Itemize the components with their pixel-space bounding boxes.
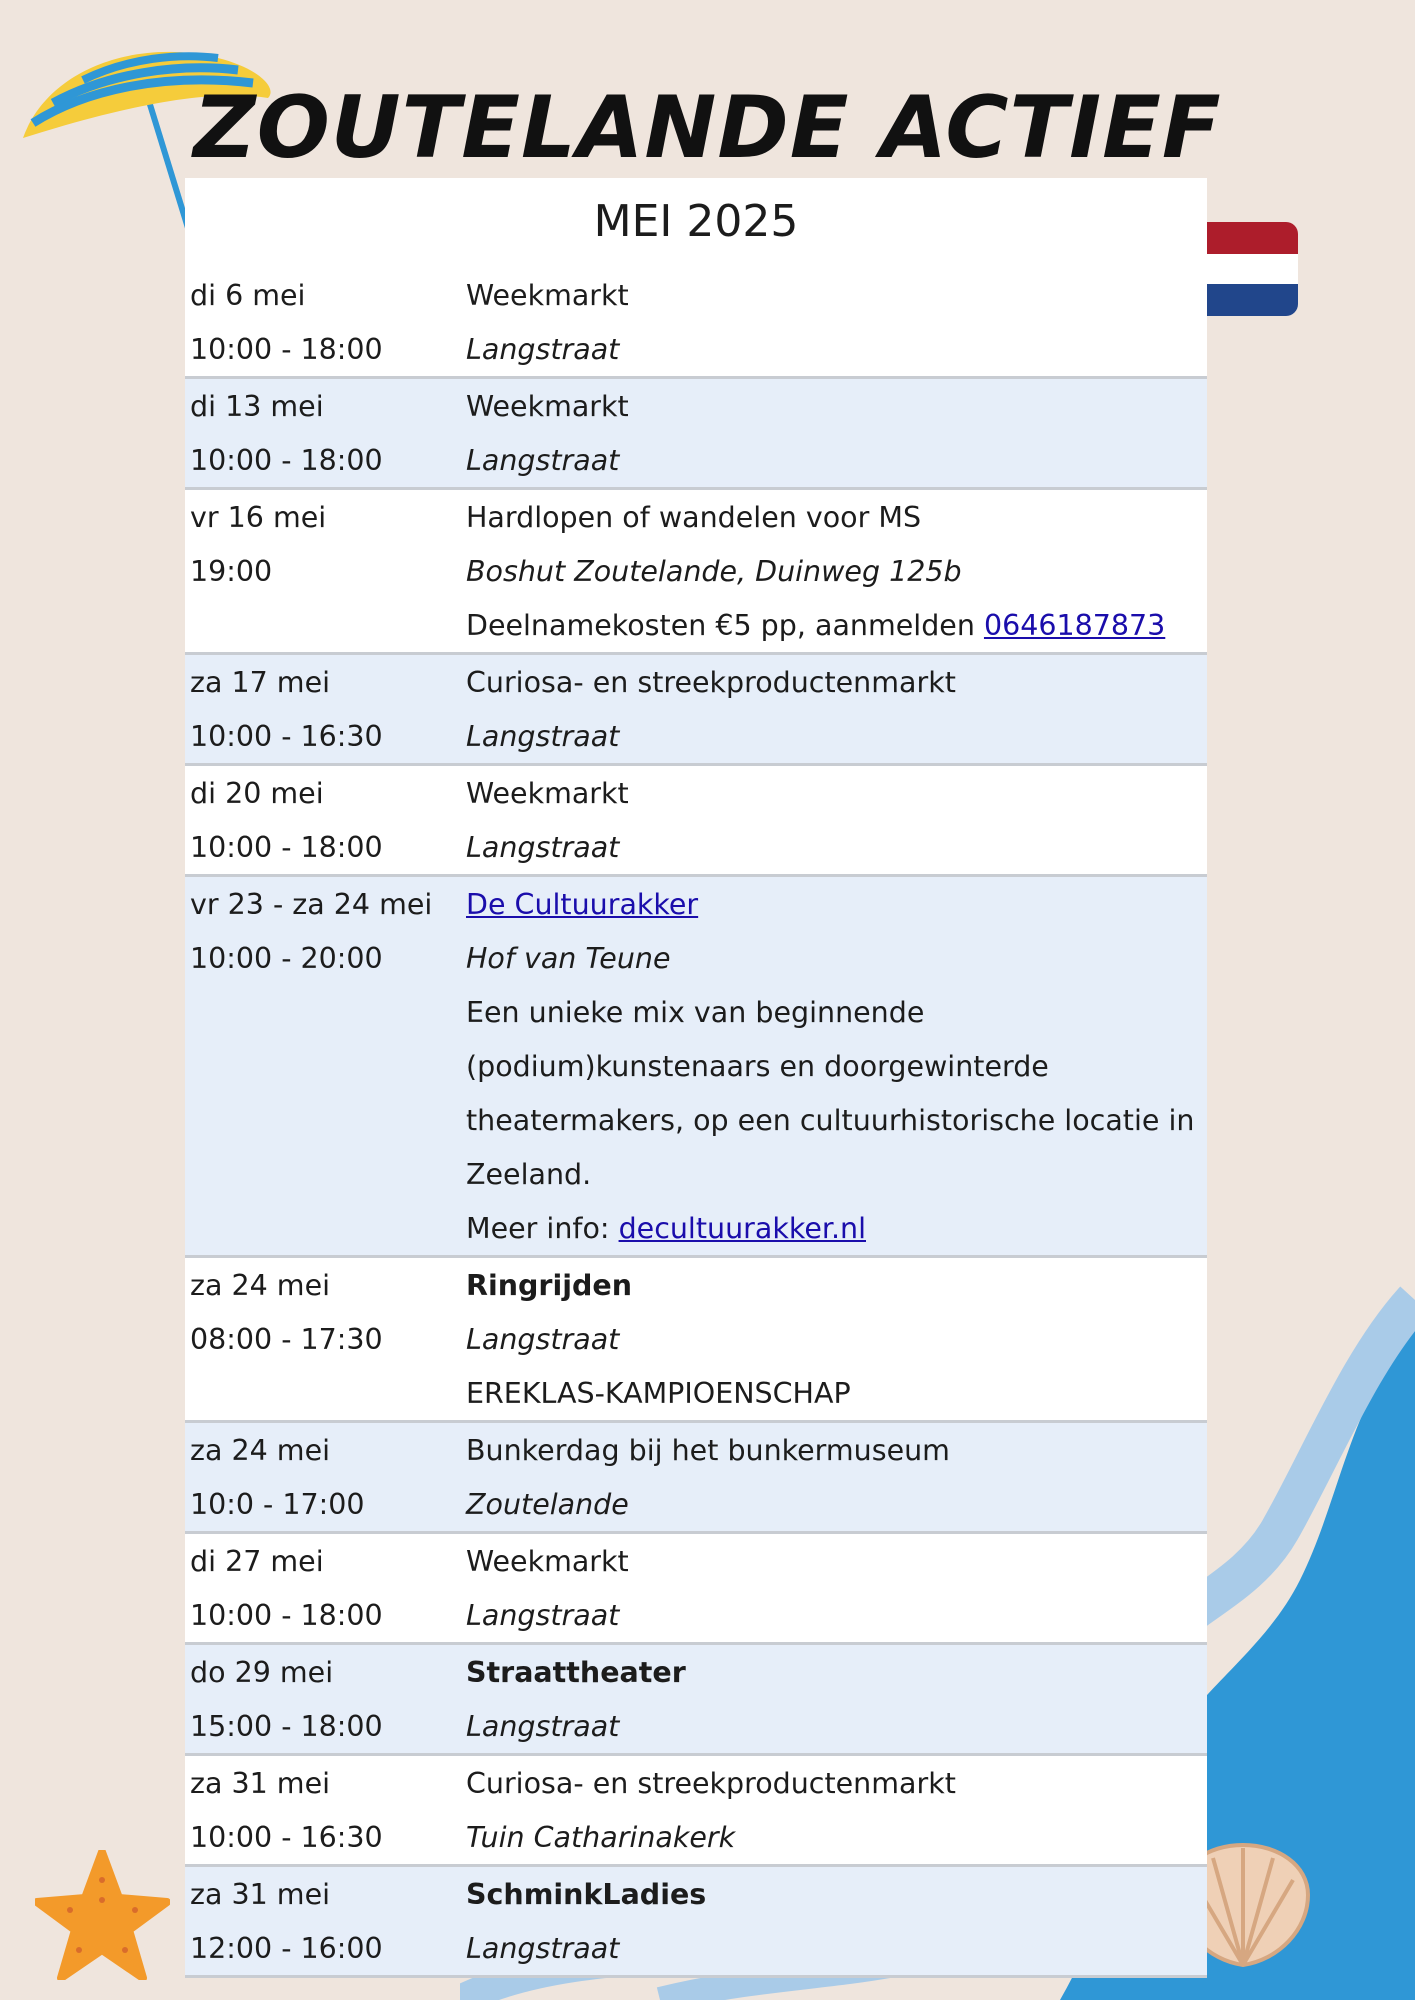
event-location: Langstraat xyxy=(466,830,620,864)
event-date: di 13 mei xyxy=(190,389,324,423)
event-location: Langstraat xyxy=(466,1709,620,1743)
event-location: Hof van Teune xyxy=(466,941,671,975)
event-time: 12:00 - 16:00 xyxy=(190,1931,383,1965)
event-row xyxy=(185,1258,1207,1423)
event-date: vr 16 mei xyxy=(190,500,327,534)
event-location: Langstraat xyxy=(466,443,620,477)
event-time: 15:00 - 18:00 xyxy=(190,1709,383,1743)
event-location: Langstraat xyxy=(466,1598,620,1632)
event-row xyxy=(185,379,1207,490)
event-location: Langstraat xyxy=(466,332,620,366)
event-time: 10:00 - 16:30 xyxy=(190,719,383,753)
page-title: ZOUTELANDE ACTIEF xyxy=(193,78,1222,178)
event-name: Hardlopen of wandelen voor MS xyxy=(466,500,922,534)
event-location: Zoutelande xyxy=(466,1487,629,1521)
event-name: Straattheater xyxy=(466,1655,686,1689)
event-location: Langstraat xyxy=(466,1931,620,1965)
event-time: 10:0 - 17:00 xyxy=(190,1487,365,1521)
event-location: Tuin Catharinakerk xyxy=(466,1820,736,1854)
event-note: Deelnamekosten €5 pp, aanmelden xyxy=(466,608,984,642)
event-row xyxy=(185,655,1207,766)
event-name: Curiosa- en streekproductenmarkt xyxy=(466,665,956,699)
event-name: Bunkerdag bij het bunkermuseum xyxy=(466,1433,950,1467)
event-date: do 29 mei xyxy=(190,1655,334,1689)
event-date: di 20 mei xyxy=(190,776,324,810)
event-location: Langstraat xyxy=(466,1322,620,1356)
event-row xyxy=(185,1645,1207,1756)
event-name: Weekmarkt xyxy=(466,278,629,312)
event-name: Curiosa- en streekproductenmarkt xyxy=(466,1766,956,1800)
event-name: Weekmarkt xyxy=(466,389,629,423)
event-name: Weekmarkt xyxy=(466,1544,629,1578)
starfish-icon xyxy=(35,1850,170,1980)
event-date: di 27 mei xyxy=(190,1544,324,1578)
phone-link[interactable]: 0646187873 xyxy=(983,608,1166,642)
website-link[interactable]: decultuurakker.nl xyxy=(618,1211,866,1245)
event-time: 19:00 xyxy=(190,554,273,588)
event-name: SchminkLadies xyxy=(466,1877,707,1911)
event-description-line: (podium)kunstenaars en doorgewinterde xyxy=(466,1049,1049,1083)
cultuurakker-link[interactable]: De Cultuurakker xyxy=(466,887,699,921)
event-row xyxy=(185,1534,1207,1645)
event-date: di 6 mei xyxy=(190,278,306,312)
event-date: vr 23 - za 24 mei xyxy=(190,887,433,921)
month-heading: MEI 2025 xyxy=(593,196,799,247)
info-label: Meer info: xyxy=(466,1211,619,1245)
event-description-line: Zeeland. xyxy=(466,1157,592,1191)
event-description-line: Een unieke mix van beginnende xyxy=(466,995,925,1029)
event-name: Ringrijden xyxy=(466,1268,633,1302)
event-location: Langstraat xyxy=(466,719,620,753)
event-row xyxy=(185,877,1207,1258)
event-location: Boshut Zoutelande, Duinweg 125b xyxy=(466,554,962,588)
event-row xyxy=(185,268,1207,379)
event-date: za 24 mei xyxy=(190,1268,331,1302)
event-time: 10:00 - 16:30 xyxy=(190,1820,383,1854)
event-date: za 31 mei xyxy=(190,1877,331,1911)
event-time: 10:00 - 18:00 xyxy=(190,1598,383,1632)
event-row xyxy=(185,1867,1207,1978)
event-note: EREKLAS-KAMPIOENSCHAP xyxy=(466,1376,851,1410)
event-time: 10:00 - 18:00 xyxy=(190,830,383,864)
event-time: 10:00 - 18:00 xyxy=(190,443,383,477)
event-row xyxy=(185,766,1207,877)
event-time: 10:00 - 18:00 xyxy=(190,332,383,366)
event-row xyxy=(185,1756,1207,1867)
event-row xyxy=(185,1423,1207,1534)
event-date: za 31 mei xyxy=(190,1766,331,1800)
event-name: Weekmarkt xyxy=(466,776,629,810)
event-time: 08:00 - 17:30 xyxy=(190,1322,383,1356)
events-table xyxy=(185,178,1207,1965)
event-time: 10:00 - 20:00 xyxy=(190,941,383,975)
event-description-line: theatermakers, op een cultuurhistorische locatie in xyxy=(466,1103,1195,1137)
event-date: za 17 mei xyxy=(190,665,331,699)
event-date: za 24 mei xyxy=(190,1433,331,1467)
event-row xyxy=(185,490,1207,655)
